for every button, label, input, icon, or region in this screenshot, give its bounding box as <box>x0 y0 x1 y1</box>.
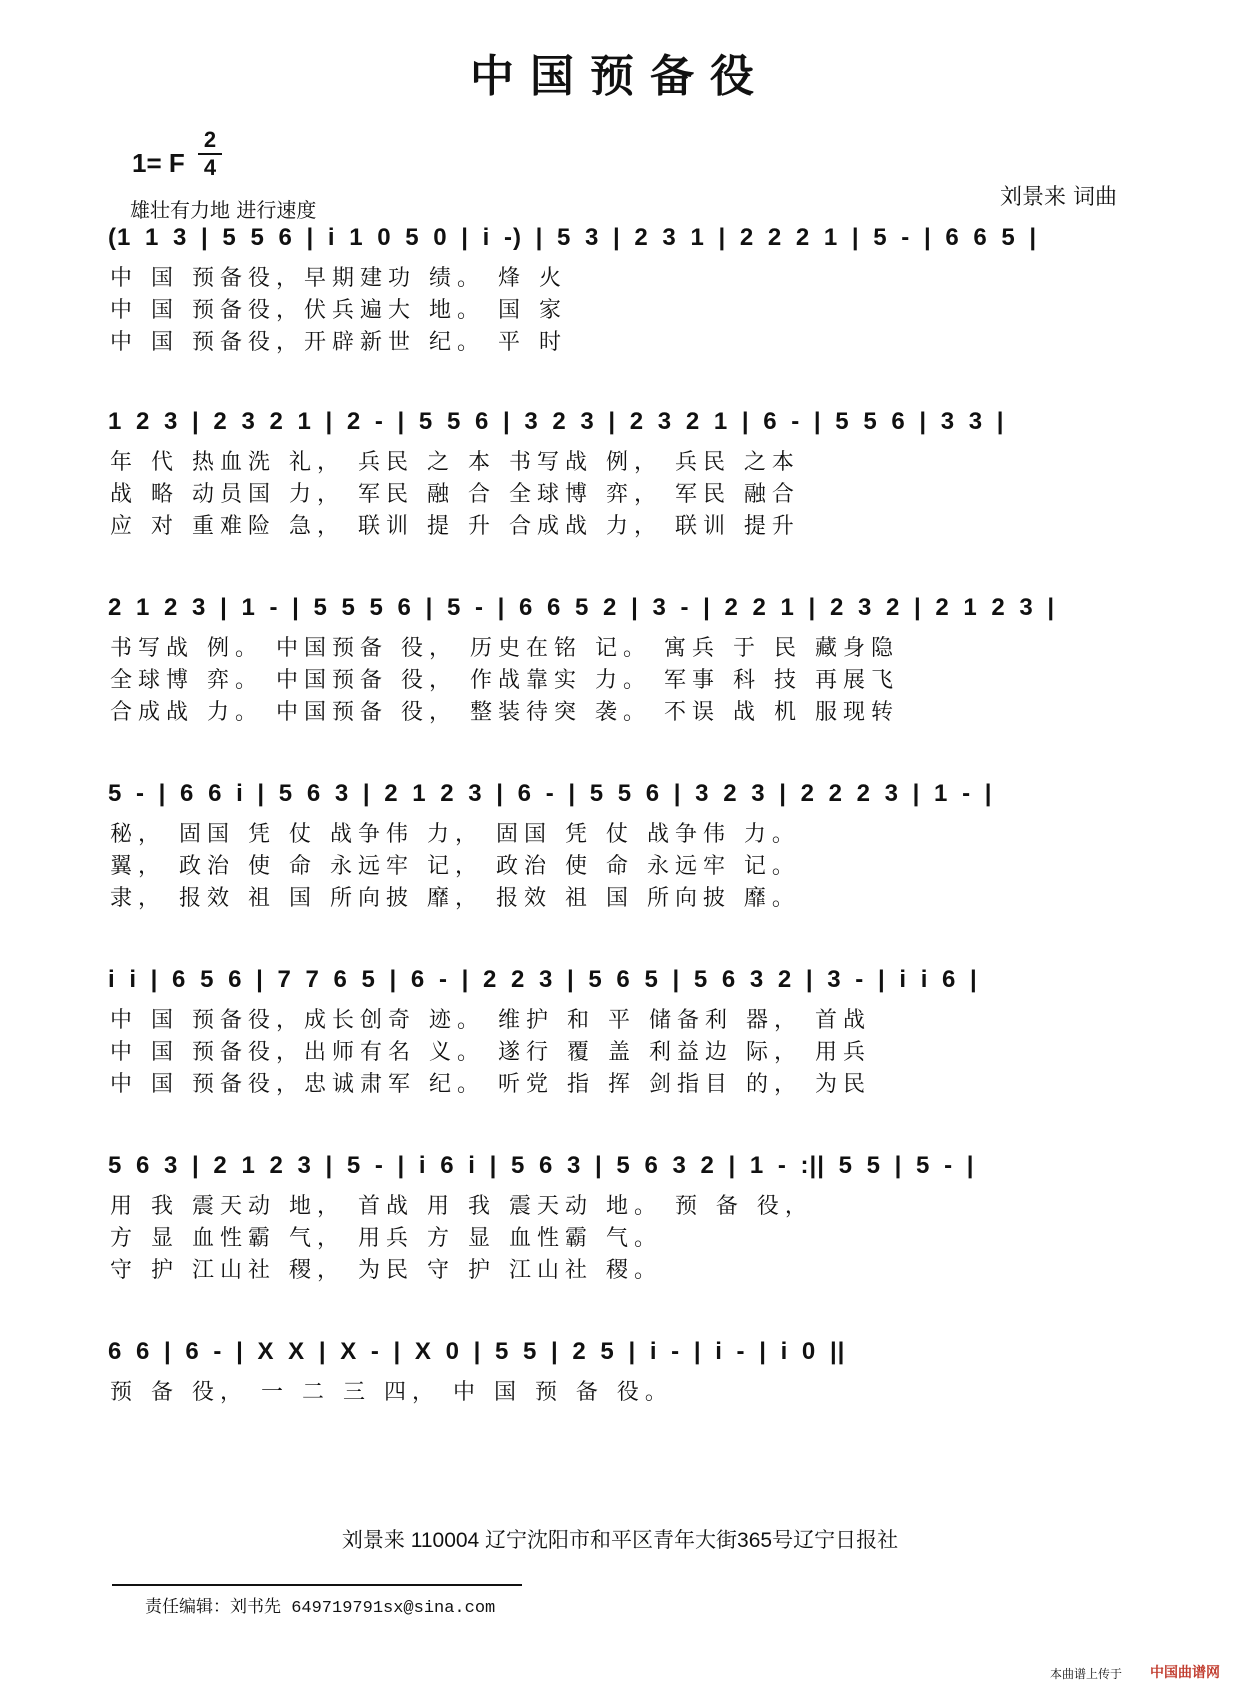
notes: 6 6 | 6 - | X X | X - | X 0 | 5 5 | 2 5 | i - | i - | i 0 || <box>108 1338 846 1365</box>
tempo-marking: 雄壮有力地 进行速度 <box>130 198 317 222</box>
notation-line <box>108 216 1148 260</box>
lyric-verse-2: 战 略 动员国 力， 军民 融 合 全球博 弈， 军民 融合 <box>110 482 800 507</box>
lyric-verse-3: 隶， 报效 祖 国 所向披 靡， 报效 祖 国 所向披 靡。 <box>110 886 800 911</box>
notes: 5 - | 6 6 i | 5 6 3 | 2 1 2 3 | 6 - | 5 5 6 | 3 2 3 | 2 2 2 3 | 1 - | <box>108 780 993 807</box>
key-signature: 1= F <box>132 148 185 178</box>
notation-line <box>108 1330 1148 1374</box>
lyric-verse-2: 翼， 政治 使 命 永远牢 记， 政治 使 命 永远牢 记。 <box>110 854 800 879</box>
editor-credit: 责任编辑：刘书先 649719791sx@sina.com <box>145 1599 496 1618</box>
notes: 1 2 3 | 2 3 2 1 | 2 - | 5 5 6 | 3 2 3 | 2 3 2 1 | 6 - | 5 5 6 | 3 3 | <box>108 408 1005 435</box>
notes: 2 1 2 3 | 1 - | 5 5 5 6 | 5 - | 6 6 5 2 | 3 - | 2 2 1 | 2 3 2 | 2 1 2 3 | <box>108 594 1056 621</box>
time-numerator: 2 <box>203 127 217 152</box>
song-title: 中国预备役 <box>470 51 770 102</box>
lyric-verse-1: 秘， 固国 凭 仗 战争伟 力， 固国 凭 仗 战争伟 力。 <box>110 822 800 847</box>
lyric-verse-1: 中 国 预备役，成长创奇 迹。 维护 和 平 储备利 器， 首战 <box>110 1008 871 1033</box>
lyric-verse-1: 年 代 热血洗 礼， 兵民 之 本 书写战 例， 兵民 之本 <box>110 450 800 475</box>
lyric-verse-3: 守 护 江山社 稷， 为民 守 护 江山社 稷。 <box>110 1258 662 1283</box>
footer-divider <box>112 1584 522 1586</box>
lyric-verse-3: 合成战 力。 中国预备 役， 整装待突 袭。 不误 战 机 服现转 <box>110 700 899 725</box>
lyric-verse-1: 预 备 役， 一 二 三 四， 中 国 预 备 役。 <box>110 1380 673 1405</box>
time-signature <box>198 128 222 180</box>
lyric-verse-1: 用 我 震天动 地， 首战 用 我 震天动 地。 预 备 役， <box>110 1194 813 1219</box>
lyric-verse-1: 中 国 预备役，早期建功 绩。 烽 火 <box>110 266 567 291</box>
notes: 5 6 3 | 2 1 2 3 | 5 - | i 6 i | 5 6 3 | 5 6 3 2 | 1 - :|| 5 5 | 5 - | <box>108 1152 975 1179</box>
notation-line <box>108 1144 1148 1188</box>
site-logo: 中国曲谱网 <box>1150 1665 1220 1681</box>
lyric-verse-2: 中 国 预备役，出师有名 义。 遂行 覆 盖 利益边 际， 用兵 <box>110 1040 871 1065</box>
author-credit: 刘景来 词曲 <box>1000 185 1117 210</box>
lyric-verse-3: 应 对 重难险 急， 联训 提 升 合成战 力， 联训 提升 <box>110 514 800 539</box>
lyric-verse-2: 全球博 弈。 中国预备 役， 作战靠实 力。 军事 科 技 再展飞 <box>110 668 899 693</box>
lyric-verse-1: 书写战 例。 中国预备 役， 历史在铭 记。 寓兵 于 民 藏身隐 <box>110 636 899 661</box>
lyric-verse-3: 中 国 预备役，开辟新世 纪。 平 时 <box>110 330 567 355</box>
time-denominator: 4 <box>203 155 217 180</box>
notation-line <box>108 958 1148 1002</box>
notes: (1 1 3 | 5 5 6 | i 1 0 5 0 | i -) | 5 3 | 2 3 1 | 2 2 2 1 | 5 - | 6 6 5 | <box>108 224 1038 251</box>
notation-line <box>108 772 1148 816</box>
lyric-verse-2: 方 显 血性霸 气， 用兵 方 显 血性霸 气。 <box>110 1226 662 1251</box>
notation-line <box>108 586 1148 630</box>
contact-address: 刘景来 110004 辽宁沈阳市和平区青年大街365号辽宁日报社 <box>341 1529 899 1552</box>
lyric-verse-2: 中 国 预备役，伏兵遍大 地。 国 家 <box>110 298 567 323</box>
notes: i i | 6 5 6 | 7 7 6 5 | 6 - | 2 2 3 | 5 6 5 | 5 6 3 2 | 3 - | i i 6 | <box>108 966 978 993</box>
upload-note: 本曲谱上传于 <box>1050 1667 1123 1681</box>
notation-line <box>108 400 1148 444</box>
lyric-verse-3: 中 国 预备役，忠诚肃军 纪。 听党 指 挥 剑指目 的， 为民 <box>110 1072 871 1097</box>
